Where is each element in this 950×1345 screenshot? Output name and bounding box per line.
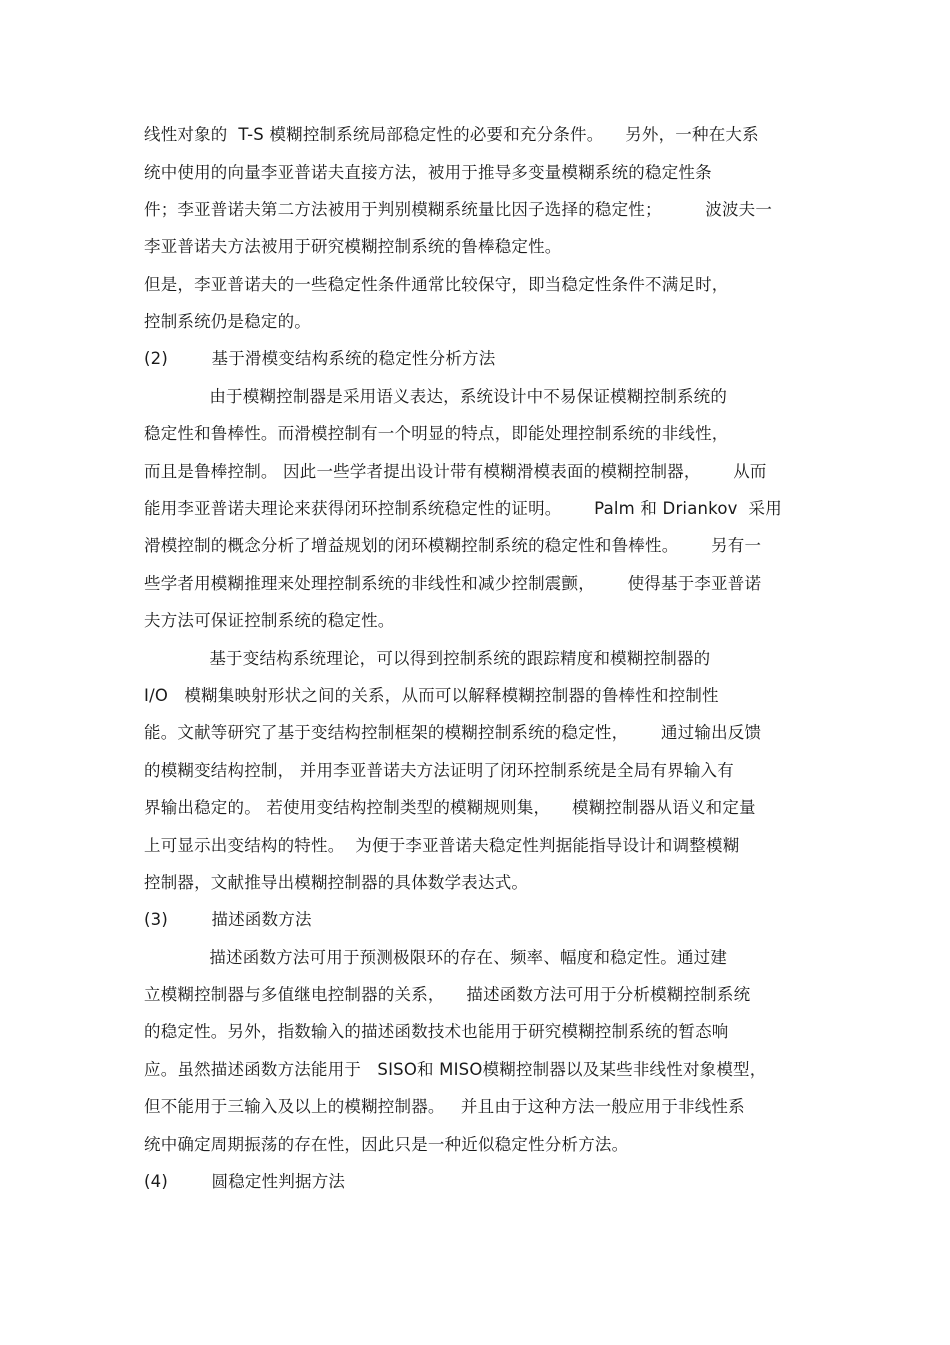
text-line: 统中确定周期振荡的存在性，因此只是一种近似稳定性分析方法。 — [144, 1135, 629, 1154]
text-line: 控制系统仍是稳定的。 — [144, 312, 311, 331]
text-line: 控制器，文献推导出模糊控制器的具体数学表达式。 — [144, 873, 529, 892]
text-line: 稳定性和鲁棒性。而滑模控制有一个明显的特点，即能处理控制系统的非线性， — [144, 424, 729, 443]
text-line: 而且是鲁棒控制。 因此一些学者提出设计带有模糊滑模表面的模糊控制器， 从而 — [144, 462, 767, 481]
section-heading: (4) 圆稳定性判据方法 — [144, 1172, 346, 1191]
section-heading: (2) 基于滑模变结构系统的稳定性分析方法 — [144, 349, 496, 368]
text-line: 上可显示出变结构的特性。 为便于李亚普诺夫稳定性判据能指导设计和调整模糊 — [144, 836, 740, 855]
text-line: 应。虽然描述函数方法能用于 SISO和 MISO模糊控制器以及某些非线性对象模型， — [144, 1060, 767, 1079]
text-line: 滑模控制的概念分析了增益规划的闭环模糊控制系统的稳定性和鲁棒性。 另有一 — [144, 536, 762, 555]
text-line: 描述函数方法可用于预测极限环的存在、频率、幅度和稳定性。通过建 — [144, 948, 728, 967]
text-line: 李亚普诺夫方法被用于研究模糊控制系统的鲁棒稳定性。 — [144, 237, 562, 256]
text-line: 线性对象的 T-S 模糊控制系统局部稳定性的必要和充分条件。 另外，一种在大系 — [144, 125, 759, 144]
text-line: 基于变结构系统理论，可以得到控制系统的跟踪精度和模糊控制器的 — [144, 649, 711, 668]
text-line: 但不能用于三输入及以上的模糊控制器。 并且由于这种方法一般应用于非线性系 — [144, 1097, 745, 1116]
text-line: 夫方法可保证控制系统的稳定性。 — [144, 611, 395, 630]
text-line: 立模糊控制器与多值继电控制器的关系， 描述函数方法可用于分析模糊控制系统 — [144, 985, 751, 1004]
text-line: I/O 模糊集映射形状之间的关系，从而可以解释模糊控制器的鲁棒性和控制性 — [144, 686, 719, 705]
text-line: 能。文献等研究了基于变结构控制框架的模糊控制系统的稳定性， 通过输出反馈 — [144, 723, 762, 742]
section-heading: (3) 描述函数方法 — [144, 910, 312, 929]
text-line: 由于模糊控制器是采用语义表达，系统设计中不易保证模糊控制系统的 — [144, 387, 728, 406]
text-line: 界输出稳定的。 若使用变结构控制类型的模糊规则集， 模糊控制器从语义和定量 — [144, 798, 756, 817]
text-line: 件；李亚普诺夫第二方法被用于判别模糊系统量比因子选择的稳定性； 波波夫一 — [144, 200, 773, 219]
text-line: 统中使用的向量李亚普诺夫直接方法，被用于推导多变量模糊系统的稳定性条 — [144, 163, 712, 182]
text-line: 的稳定性。另外，指数输入的描述函数技术也能用于研究模糊控制系统的暂态响 — [144, 1022, 729, 1041]
text-line: 能用李亚普诺夫理论来获得闭环控制系统稳定性的证明。 Palm 和 Driankov 采用 — [144, 499, 782, 518]
text-line: 些学者用模糊推理来处理控制系统的非线性和减少控制震颤， 使得基于李亚普诺 — [144, 574, 762, 593]
text-line: 的模糊变结构控制， 并用李亚普诺夫方法证明了闭环控制系统是全局有界输入有 — [144, 761, 734, 780]
text-line: 但是，李亚普诺夫的一些稳定性条件通常比较保守，即当稳定性条件不满足时， — [144, 275, 729, 294]
